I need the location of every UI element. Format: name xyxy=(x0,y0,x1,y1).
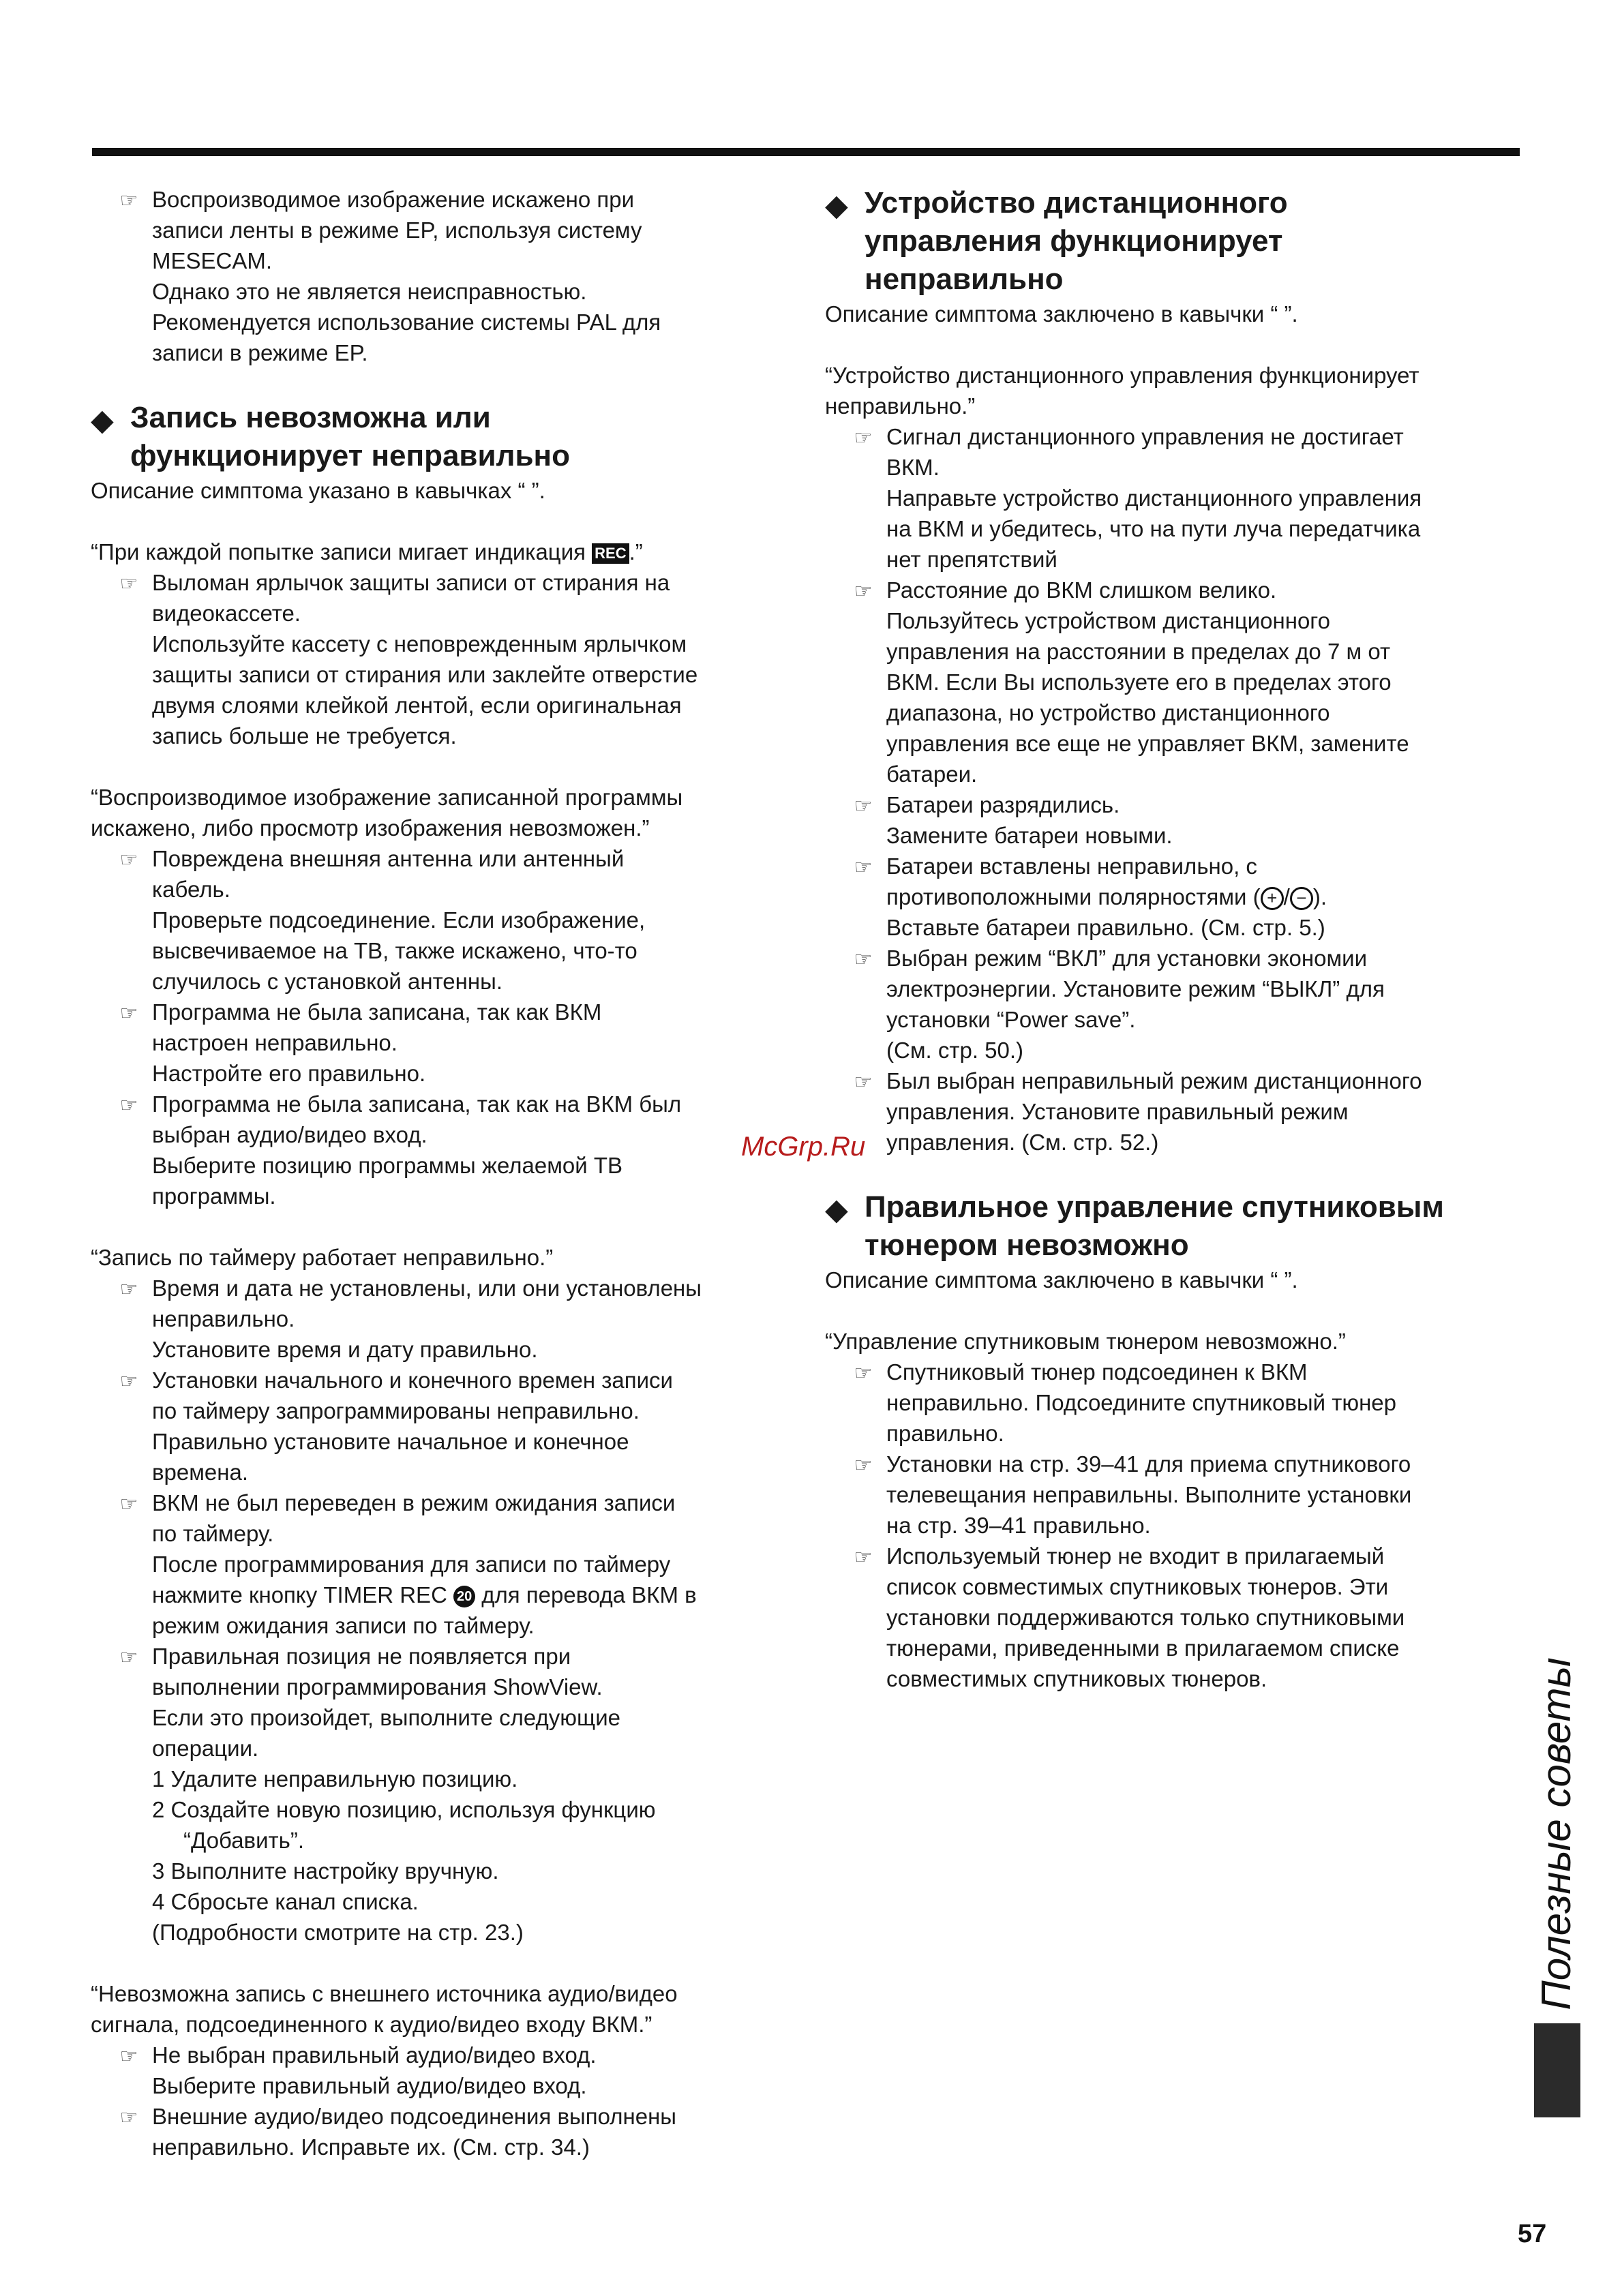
pointing-hand-icon: ☞ xyxy=(119,573,138,595)
remedy-item: ☞ Был выбран неправильный режим дистанционного управления. Установите правильный режим управления. (См. стр. 52.) xyxy=(825,1066,1527,1158)
remedy-item: ☞ Повреждена внешняя антенна или антенный кабель. Проверьте подсоединение. Если изображение, высвечиваемое на ТВ, также искажено, что-то случилось с установкой антенны. xyxy=(91,843,786,997)
symptom-quote: “Устройство дистанционного управления функционирует неправильно.” xyxy=(825,363,1420,419)
step-item: 2 Создайте новую позицию, используя функцию xyxy=(152,1797,656,1822)
step-item: 4 Сбросьте канал списка. xyxy=(152,1889,419,1914)
watermark: McGrp.Ru xyxy=(741,1132,866,1162)
section-heading-recording: ◆ Запись невозможна или функционирует неправильно xyxy=(91,401,570,472)
remedy-item: ☞ Установки начального и конечного времен записи по таймеру запрограммированы неправильно. Правильно установите начальное и конечное времена. xyxy=(91,1365,786,1487)
minus-polarity-icon: − xyxy=(1290,887,1313,910)
symptom-quote: “При каждой попытке записи мигает индикация REC .” xyxy=(91,539,643,564)
pointing-hand-icon: ☞ xyxy=(119,1370,138,1393)
step-note: (Подробности смотрите на стр. 23.) xyxy=(152,1920,524,1945)
pointing-hand-icon: ☞ xyxy=(854,856,873,879)
remedy-item: ☞ Батареи вставлены неправильно, с противоположными полярностями ( + / − ). Вставьте батареи правильно. (См. стр. 5.) xyxy=(825,851,1527,943)
symptom-quote: “Управление спутниковым тюнером невозможно.” xyxy=(825,1329,1346,1354)
section-heading-remote: ◆ Устройство дистанционного управления функционирует неправильно xyxy=(825,186,1288,296)
remedy-item: ☞ Используемый тюнер не входит в прилагаемый список совместимых спутниковых тюнеров. Эти установки поддерживаются только спутниковыми тюнерами, приведенными в прилагаемом списке совместимых спутниковых тюнеров. xyxy=(825,1541,1527,1694)
remedy-item: ☞ ВКМ не был переведен в режим ожидания записи по таймеру. После программирования для записи по таймеру нажмите кнопку TIMER REC 20 для перевода ВКМ в режим ожидания записи по таймеру. xyxy=(91,1487,786,1641)
remedy-item: ☞ Выломан ярлычок защиты записи от стирания на видеокассете. Используйте кассету с неповрежденным ярлычком защиты записи от стирания или заклейте отверстие двумя слоями клейкой лентой, если оригинальная запись больше не требуется. xyxy=(91,567,786,751)
remedy-item: ☞ Не выбран правильный аудио/видео вход. Выберите правильный аудио/видео вход. xyxy=(91,2040,786,2101)
section-description: Описание симптома указано в кавычках “ ”. xyxy=(91,478,545,503)
rec-indicator-icon: REC xyxy=(592,543,629,564)
page-number: 57 xyxy=(1518,2220,1547,2248)
pointing-hand-icon: ☞ xyxy=(854,1362,873,1385)
remedy-item: ☞ Спутниковый тюнер подсоединен к ВКМ неправильно. Подсоедините спутниковый тюнер правильно. xyxy=(825,1357,1527,1449)
pointing-hand-icon: ☞ xyxy=(854,580,873,603)
section-description: Описание симптома заключено в кавычки “ ”. xyxy=(825,1267,1298,1293)
remedy-item: ☞ Выбран режим “ВКЛ” для установки экономии электроэнергии. Установите режим “ВЫКЛ” для установки “Power save”. (См. стр. 50.) xyxy=(825,943,1527,1066)
diamond-bullet-icon: ◆ xyxy=(825,189,848,222)
symptom-quote: “Воспроизводимое изображение записанной программы искажено, либо просмотр изображения невозможен.” xyxy=(91,785,683,841)
remedy-item: ☞ Расстояние до ВКМ слишком велико. Пользуйтесь устройством дистанционного управления на расстоянии в пределах до 7 м от ВКМ. Если Вы используете его в пределах этого диапазона, но устройство дистанционного управления все еще не управляет ВКМ, замените батареи. xyxy=(825,575,1527,789)
remedy-item: ☞ Программа не была записана, так как ВКМ настроен неправильно. Настройте его правильно. xyxy=(91,997,786,1089)
diamond-bullet-icon: ◆ xyxy=(91,404,114,437)
pointing-hand-icon: ☞ xyxy=(119,849,138,871)
pointing-hand-icon: ☞ xyxy=(854,1454,873,1477)
pointing-hand-icon: ☞ xyxy=(854,795,873,817)
step-item: 1 Удалите неправильную позицию. xyxy=(152,1766,518,1792)
symptom-quote: “Невозможна запись с внешнего источника аудио/видео сигнала, подсоединенного к аудио/видео входу ВКМ.” xyxy=(91,1981,678,2037)
pointing-hand-icon: ☞ xyxy=(854,1546,873,1569)
diamond-bullet-icon: ◆ xyxy=(825,1193,848,1226)
remedy-item: ☞ Правильная позиция не появляется при выполнении программирования ShowView. Если это произойдет, выполните следующие операции. xyxy=(91,1641,786,1764)
timer-rec-button-icon: 20 xyxy=(453,1586,475,1607)
side-tab-marker xyxy=(1534,2023,1580,2117)
pointing-hand-icon: ☞ xyxy=(119,1278,138,1301)
step-item-continuation: “Добавить”. xyxy=(183,1828,304,1853)
step-item: 3 Выполните настройку вручную. xyxy=(152,1858,499,1884)
top-rule xyxy=(92,148,1520,156)
pointing-hand-icon: ☞ xyxy=(119,2106,138,2129)
remedy-item: ☞ Батареи разрядились. Замените батареи новыми. xyxy=(825,789,1527,851)
left-column xyxy=(91,184,786,2162)
plus-polarity-icon: + xyxy=(1261,887,1284,910)
pointing-hand-icon: ☞ xyxy=(119,1646,138,1669)
side-tab-label: Полезные советы xyxy=(1533,1657,1579,2010)
symptom-quote: “Запись по таймеру работает неправильно.” xyxy=(91,1245,554,1270)
remedy-item: ☞ Внешние аудио/видео подсоединения выполнены неправильно. Исправьте их. (См. стр. 34.) xyxy=(91,2101,786,2162)
pointing-hand-icon: ☞ xyxy=(854,1071,873,1093)
remedy-item: ☞ Установки на стр. 39–41 для приема спутникового телевещания неправильны. Выполните установки на стр. 39–41 правильно. xyxy=(825,1449,1527,1541)
remedy-item: ☞ Время и дата не установлены, или они установлены неправильно. Установите время и дату правильно. xyxy=(91,1273,786,1365)
section-description: Описание симптома заключено в кавычки “ ”. xyxy=(825,301,1298,327)
pointing-hand-icon: ☞ xyxy=(119,1493,138,1515)
section-heading-satellite: ◆ Правильное управление спутниковым тюнером невозможно xyxy=(825,1190,1444,1262)
remedy-item: ☞ Программа не была записана, так как на ВКМ был выбран аудио/видео вход. Выберите позицию программы желаемой ТВ программы. xyxy=(91,1089,786,1211)
right-column xyxy=(825,184,1527,1694)
pointing-hand-icon: ☞ xyxy=(119,1002,138,1025)
pointing-hand-icon: ☞ xyxy=(119,1094,138,1117)
remedy-item: ☞ Сигнал дистанционного управления не достигает ВКМ. Направьте устройство дистанционного управления на ВКМ и убедитесь, что на пути луча передатчика нет препятствий xyxy=(825,421,1527,575)
pointing-hand-icon: ☞ xyxy=(119,190,138,212)
intro-item: ☞ Воспроизводимое изображение искажено при записи ленты в режиме EP, используя систему MESECAM. Однако это не является неисправностью. Рекомендуется использование системы PAL для записи в режиме EP. xyxy=(91,184,786,368)
pointing-hand-icon: ☞ xyxy=(854,427,873,449)
pointing-hand-icon: ☞ xyxy=(854,948,873,971)
pointing-hand-icon: ☞ xyxy=(119,2045,138,2068)
